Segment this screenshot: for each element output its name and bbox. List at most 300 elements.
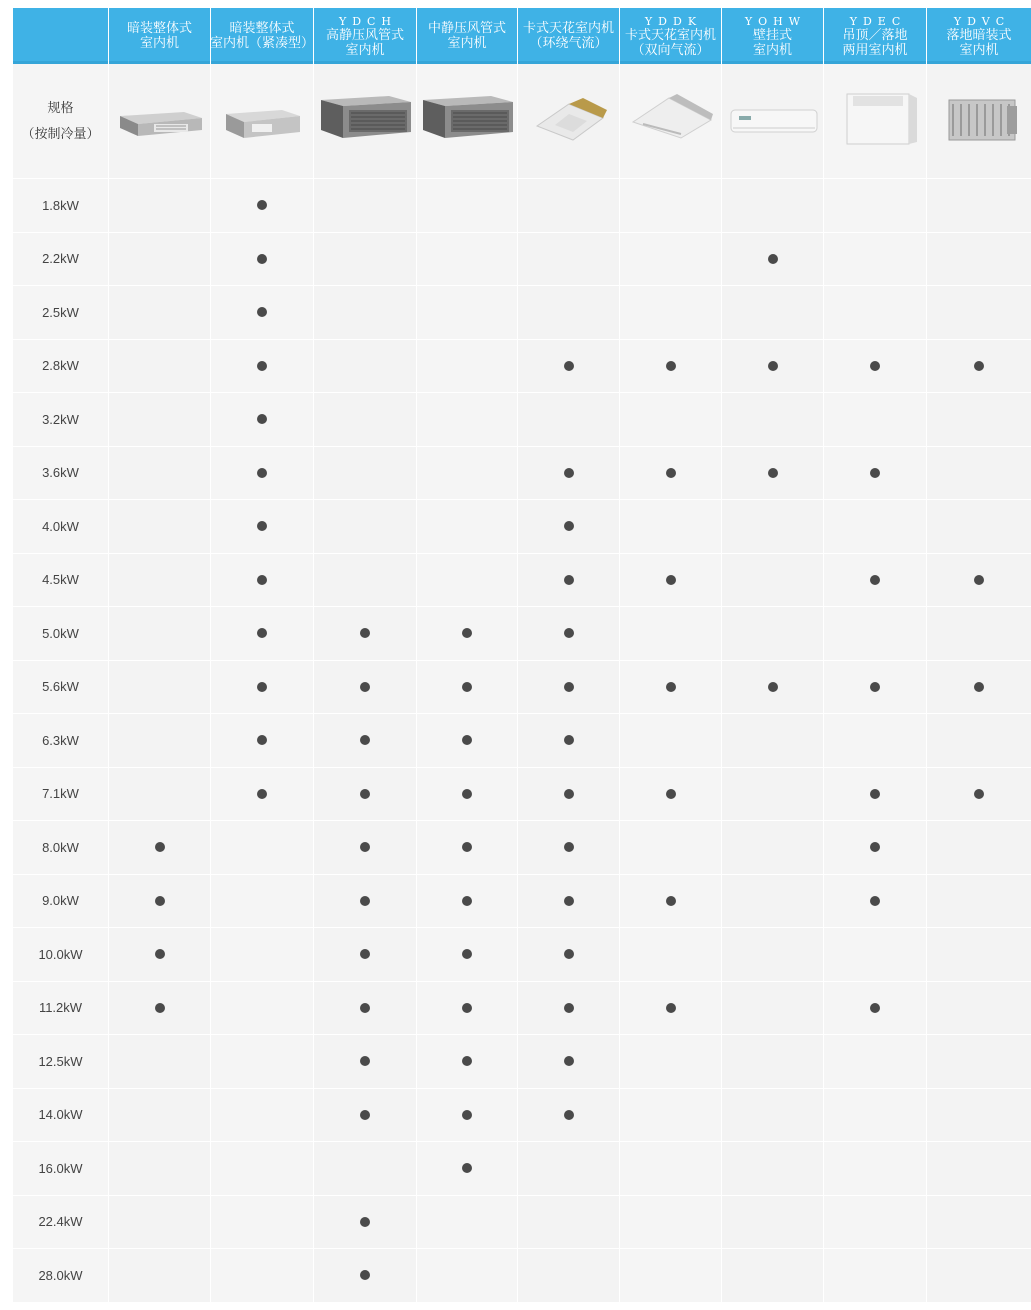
- capacity-label: 12.5kW: [13, 1035, 108, 1089]
- table-cell: [417, 233, 517, 287]
- compact-duct-unit-image: [216, 86, 308, 156]
- image-cell-1: [109, 64, 210, 179]
- table-cell: [824, 179, 926, 233]
- table-cell: [620, 661, 721, 715]
- capacity-label: 9.0kW: [13, 875, 108, 929]
- availability-dot: [155, 949, 165, 959]
- availability-dot: [768, 361, 778, 371]
- availability-dot: [564, 521, 574, 531]
- column-header-text: [625, 15, 716, 58]
- capacity-label: 6.3kW: [13, 714, 108, 768]
- column-header-5: [518, 8, 619, 64]
- capacity-label: 3.6kW: [13, 447, 108, 501]
- table-cell: [211, 875, 313, 929]
- table-cell: [518, 661, 619, 715]
- model-code: YDDK: [644, 14, 703, 28]
- table-cell: [109, 1196, 210, 1250]
- table-cell: [518, 340, 619, 394]
- availability-dot: [462, 1056, 472, 1066]
- table-cell: [211, 982, 313, 1036]
- table-cell: [109, 821, 210, 875]
- table-cell: [722, 554, 823, 608]
- availability-dot: [462, 842, 472, 852]
- spec-table: [13, 8, 1022, 1303]
- availability-dot: [360, 735, 370, 745]
- availability-dot: [666, 682, 676, 692]
- header-corner: [13, 8, 108, 64]
- availability-dot: [564, 468, 574, 478]
- table-cell: [314, 1249, 416, 1303]
- concealed-duct-unit-image: [114, 86, 206, 156]
- table-cell: [722, 714, 823, 768]
- column-header-text: [946, 15, 1011, 58]
- table-cell: [109, 982, 210, 1036]
- table-cell: [518, 1196, 619, 1250]
- spec-label-line1: 规格: [47, 100, 74, 115]
- table-cell: [620, 821, 721, 875]
- table-cell: [927, 1035, 1031, 1089]
- availability-dot: [564, 949, 574, 959]
- table-cell: [211, 500, 313, 554]
- table-cell: [722, 286, 823, 340]
- table-cell: [927, 500, 1031, 554]
- table-cell: [314, 1089, 416, 1143]
- table-cell: [417, 661, 517, 715]
- availability-dot: [462, 1003, 472, 1013]
- table-cell: [824, 447, 926, 501]
- capacity-label: 4.0kW: [13, 500, 108, 554]
- availability-dot: [870, 842, 880, 852]
- table-cell: [927, 661, 1031, 715]
- table-cell: [824, 875, 926, 929]
- table-cell: [211, 661, 313, 715]
- column-header-2: [211, 8, 313, 64]
- image-cell-9: [927, 64, 1031, 179]
- table-cell: [417, 286, 517, 340]
- medium-static-duct-unit-image: [421, 86, 513, 156]
- table-cell: [927, 1089, 1031, 1143]
- table-cell: [417, 1142, 517, 1196]
- table-cell: [620, 1249, 721, 1303]
- table-cell: [927, 286, 1031, 340]
- availability-dot: [870, 575, 880, 585]
- table-cell: [211, 286, 313, 340]
- table-cell: [927, 1196, 1031, 1250]
- table-cell: [417, 875, 517, 929]
- table-cell: [518, 982, 619, 1036]
- table-cell: [824, 286, 926, 340]
- image-cell-5: [518, 64, 619, 179]
- availability-dot: [257, 307, 267, 317]
- table-cell: [927, 393, 1031, 447]
- table-cell: [211, 1196, 313, 1250]
- image-cell-4: [417, 64, 517, 179]
- table-cell: [109, 1142, 210, 1196]
- table-cell: [417, 1089, 517, 1143]
- high-static-duct-unit-image: [319, 86, 411, 156]
- table-cell: [109, 447, 210, 501]
- availability-dot: [564, 1003, 574, 1013]
- availability-dot: [257, 682, 267, 692]
- column-header-line: （环绕气流）: [529, 36, 608, 51]
- table-cell: [314, 1196, 416, 1250]
- table-cell: [927, 821, 1031, 875]
- availability-dot: [974, 682, 984, 692]
- table-cell: [927, 1249, 1031, 1303]
- table-cell: [927, 982, 1031, 1036]
- table-cell: [211, 714, 313, 768]
- table-cell: [824, 233, 926, 287]
- table-cell: [314, 340, 416, 394]
- table-cell: [417, 1035, 517, 1089]
- table-cell: [314, 982, 416, 1036]
- capacity-label: 22.4kW: [13, 1196, 108, 1250]
- capacity-label: 10.0kW: [13, 928, 108, 982]
- capacity-label: 14.0kW: [13, 1089, 108, 1143]
- availability-dot: [564, 735, 574, 745]
- table-cell: [722, 393, 823, 447]
- capacity-label: 2.2kW: [13, 233, 108, 287]
- table-cell: [211, 607, 313, 661]
- availability-dot: [462, 682, 472, 692]
- availability-dot: [155, 1003, 165, 1013]
- table-cell: [417, 447, 517, 501]
- availability-dot: [360, 1056, 370, 1066]
- table-cell: [620, 447, 721, 501]
- table-cell: [824, 1249, 926, 1303]
- availability-dot: [564, 628, 574, 638]
- table-cell: [824, 554, 926, 608]
- availability-dot: [360, 1110, 370, 1120]
- table-cell: [518, 500, 619, 554]
- table-cell: [211, 447, 313, 501]
- availability-dot: [870, 682, 880, 692]
- column-header-line: 室内机: [959, 42, 999, 58]
- availability-dot: [462, 949, 472, 959]
- table-cell: [314, 928, 416, 982]
- capacity-label: 16.0kW: [13, 1142, 108, 1196]
- table-cell: [109, 607, 210, 661]
- table-cell: [417, 821, 517, 875]
- table-cell: [620, 714, 721, 768]
- column-header-line: 卡式天花室内机: [522, 21, 614, 36]
- availability-dot: [257, 575, 267, 585]
- table-cell: [722, 179, 823, 233]
- table-cell: [417, 714, 517, 768]
- availability-dot: [666, 1003, 676, 1013]
- image-cell-2: [211, 64, 313, 179]
- table-cell: [927, 875, 1031, 929]
- column-header-8: [824, 8, 926, 64]
- table-cell: [314, 393, 416, 447]
- table-cell: [314, 1142, 416, 1196]
- table-cell: [211, 1035, 313, 1089]
- table-cell: [417, 768, 517, 822]
- availability-dot: [360, 949, 370, 959]
- capacity-label: 5.6kW: [13, 661, 108, 715]
- capacity-label: 2.8kW: [13, 340, 108, 394]
- availability-dot: [462, 1163, 472, 1173]
- table-cell: [722, 661, 823, 715]
- table-cell: [722, 928, 823, 982]
- table-cell: [824, 661, 926, 715]
- table-cell: [518, 928, 619, 982]
- table-cell: [722, 768, 823, 822]
- table-cell: [518, 1249, 619, 1303]
- table-cell: [518, 393, 619, 447]
- table-cell: [518, 768, 619, 822]
- column-header-7: [722, 8, 823, 64]
- table-cell: [518, 1089, 619, 1143]
- availability-dot: [360, 1270, 370, 1280]
- availability-dot: [564, 789, 574, 799]
- capacity-label: 28.0kW: [13, 1249, 108, 1303]
- table-cell: [927, 233, 1031, 287]
- column-header-line: 室内机: [447, 36, 487, 51]
- table-cell: [109, 500, 210, 554]
- table-cell: [722, 1196, 823, 1250]
- table-cell: [620, 1089, 721, 1143]
- table-cell: [211, 393, 313, 447]
- availability-dot: [360, 789, 370, 799]
- table-cell: [109, 928, 210, 982]
- table-cell: [109, 714, 210, 768]
- table-cell: [722, 821, 823, 875]
- table-cell: [722, 447, 823, 501]
- availability-dot: [666, 575, 676, 585]
- table-cell: [518, 875, 619, 929]
- table-cell: [518, 1142, 619, 1196]
- table-cell: [722, 875, 823, 929]
- table-cell: [211, 768, 313, 822]
- table-cell: [109, 1089, 210, 1143]
- table-cell: [824, 1196, 926, 1250]
- table-cell: [109, 875, 210, 929]
- column-header-line: 室内机: [345, 42, 385, 58]
- table-cell: [824, 1035, 926, 1089]
- table-cell: [518, 233, 619, 287]
- table-cell: [109, 233, 210, 287]
- table-cell: [417, 179, 517, 233]
- table-cell: [109, 661, 210, 715]
- model-code: YDEC: [849, 14, 907, 28]
- table-cell: [417, 393, 517, 447]
- column-header-text: [523, 21, 614, 51]
- column-header-line: 室内机（紧凑型）: [210, 36, 315, 51]
- table-cell: [314, 714, 416, 768]
- table-cell: [417, 340, 517, 394]
- table-cell: [211, 1249, 313, 1303]
- availability-dot: [360, 842, 370, 852]
- availability-dot: [870, 1003, 880, 1013]
- availability-dot: [462, 735, 472, 745]
- table-cell: [211, 928, 313, 982]
- table-cell: [314, 554, 416, 608]
- table-cell: [722, 340, 823, 394]
- image-cell-3: [314, 64, 416, 179]
- availability-dot: [257, 468, 267, 478]
- table-cell: [211, 1089, 313, 1143]
- table-cell: [722, 500, 823, 554]
- column-header-line: 中静压风管式: [427, 21, 506, 36]
- table-cell: [722, 1089, 823, 1143]
- table-cell: [620, 1196, 721, 1250]
- capacity-label: 3.2kW: [13, 393, 108, 447]
- table-cell: [109, 179, 210, 233]
- table-cell: [620, 1035, 721, 1089]
- table-cell: [417, 607, 517, 661]
- table-cell: [314, 233, 416, 287]
- table-cell: [314, 1035, 416, 1089]
- wall-mounted-unit-image: [727, 86, 819, 156]
- table-cell: [620, 286, 721, 340]
- column-header-text: [842, 15, 907, 58]
- table-cell: [620, 179, 721, 233]
- availability-dot: [768, 468, 778, 478]
- availability-dot: [564, 842, 574, 852]
- table-cell: [927, 714, 1031, 768]
- capacity-label: 2.5kW: [13, 286, 108, 340]
- table-cell: [824, 714, 926, 768]
- availability-dot: [870, 896, 880, 906]
- table-cell: [211, 1142, 313, 1196]
- availability-dot: [257, 789, 267, 799]
- capacity-label: 7.1kW: [13, 768, 108, 822]
- table-cell: [927, 340, 1031, 394]
- availability-dot: [360, 1217, 370, 1227]
- column-header-line: 落地暗装式: [946, 27, 1012, 43]
- table-cell: [109, 1249, 210, 1303]
- column-header-line: 高静压风管式: [325, 27, 404, 43]
- table-cell: [824, 340, 926, 394]
- table-cell: [927, 928, 1031, 982]
- table-cell: [314, 875, 416, 929]
- availability-dot: [974, 575, 984, 585]
- table-cell: [620, 875, 721, 929]
- availability-dot: [666, 789, 676, 799]
- table-cell: [518, 447, 619, 501]
- availability-dot: [462, 1110, 472, 1120]
- availability-dot: [870, 789, 880, 799]
- capacity-label: 8.0kW: [13, 821, 108, 875]
- table-cell: [518, 714, 619, 768]
- availability-dot: [257, 414, 267, 424]
- table-cell: [314, 607, 416, 661]
- table-cell: [620, 233, 721, 287]
- availability-dot: [257, 254, 267, 264]
- table-cell: [314, 821, 416, 875]
- availability-dot: [360, 1003, 370, 1013]
- availability-dot: [360, 896, 370, 906]
- column-header-text: [326, 15, 404, 58]
- table-cell: [620, 607, 721, 661]
- table-cell: [927, 554, 1031, 608]
- table-cell: [722, 982, 823, 1036]
- availability-dot: [462, 628, 472, 638]
- table-cell: [109, 768, 210, 822]
- table-cell: [824, 821, 926, 875]
- availability-dot: [564, 896, 574, 906]
- table-cell: [314, 179, 416, 233]
- availability-dot: [257, 200, 267, 210]
- table-cell: [417, 982, 517, 1036]
- availability-dot: [564, 361, 574, 371]
- column-header-line: 室内机: [139, 36, 179, 51]
- table-cell: [824, 982, 926, 1036]
- table-cell: [824, 1142, 926, 1196]
- table-cell: [620, 554, 721, 608]
- availability-dot: [257, 361, 267, 371]
- table-cell: [518, 554, 619, 608]
- table-cell: [620, 393, 721, 447]
- table-cell: [722, 1035, 823, 1089]
- availability-dot: [974, 361, 984, 371]
- image-cell-7: [722, 64, 823, 179]
- table-cell: [518, 179, 619, 233]
- availability-dot: [564, 1110, 574, 1120]
- availability-dot: [257, 628, 267, 638]
- availability-dot: [870, 468, 880, 478]
- availability-dot: [564, 1056, 574, 1066]
- column-header-line: 吊顶／落地: [842, 27, 908, 43]
- availability-dot: [666, 896, 676, 906]
- table-cell: [109, 286, 210, 340]
- table-cell: [620, 928, 721, 982]
- availability-dot: [257, 521, 267, 531]
- table-cell: [620, 982, 721, 1036]
- column-header-line: （双向气流）: [631, 42, 710, 58]
- table-cell: [824, 928, 926, 982]
- spec-label: [13, 64, 108, 179]
- table-cell: [417, 1196, 517, 1250]
- table-cell: [518, 1035, 619, 1089]
- image-cell-8: [824, 64, 926, 179]
- capacity-label: 4.5kW: [13, 554, 108, 608]
- floor-concealed-unit-image: [933, 86, 1025, 156]
- availability-dot: [155, 896, 165, 906]
- table-cell: [417, 554, 517, 608]
- table-cell: [314, 661, 416, 715]
- column-header-text: [739, 15, 806, 58]
- column-header-9: [927, 8, 1031, 64]
- column-header-line: 暗装整体式: [126, 21, 192, 36]
- column-header-line: 壁挂式: [752, 27, 792, 43]
- table-cell: [211, 340, 313, 394]
- table-cell: [824, 500, 926, 554]
- table-cell: [722, 1249, 823, 1303]
- capacity-label: 5.0kW: [13, 607, 108, 661]
- table-cell: [620, 340, 721, 394]
- model-code: YDCH: [338, 14, 398, 28]
- availability-dot: [462, 896, 472, 906]
- table-cell: [620, 1142, 721, 1196]
- availability-dot: [768, 254, 778, 264]
- table-cell: [109, 554, 210, 608]
- table-cell: [722, 233, 823, 287]
- model-code: YOHW: [744, 14, 807, 28]
- column-header-line: 两用室内机: [842, 42, 908, 58]
- table-cell: [417, 928, 517, 982]
- table-cell: [927, 179, 1031, 233]
- table-cell: [824, 1089, 926, 1143]
- table-cell: [518, 286, 619, 340]
- table-cell: [620, 500, 721, 554]
- availability-dot: [768, 682, 778, 692]
- table-cell: [824, 393, 926, 447]
- availability-dot: [870, 361, 880, 371]
- model-code: YDVC: [953, 14, 1011, 28]
- availability-dot: [360, 682, 370, 692]
